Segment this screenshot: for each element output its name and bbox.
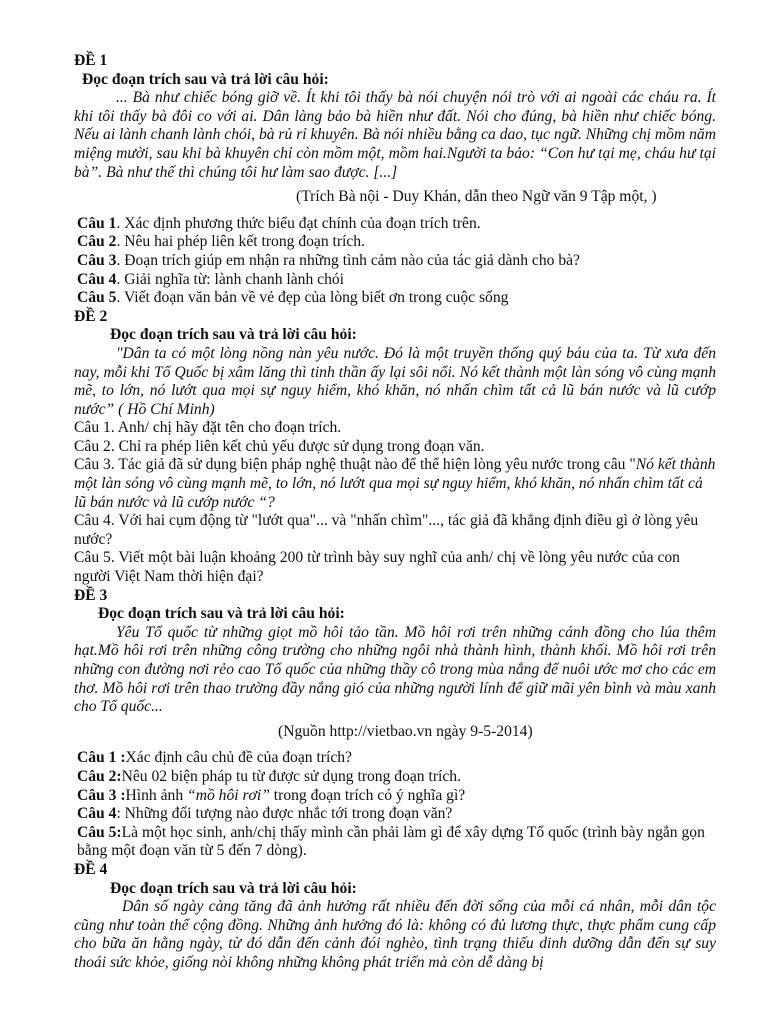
question-item: [74, 805, 716, 824]
question-item: [74, 438, 716, 457]
question-label: Câu 4.: [74, 512, 115, 530]
question-quote: Nó kết thành một làn sóng vô cùng mạnh mẽ, to lớn, nó lướt qua mọi sự nguy hiểm, khó khăn, nó nhấn chìm tất cả lũ bán nước và lũ cướp nước “?: [74, 456, 716, 511]
question-label: Câu 1.: [74, 419, 115, 437]
passage: "Dân ta có một lòng nồng nàn yêu nước. Đó là một truyền thống quý báu của ta. Từ xưa đến nay, mỗi khi Tổ Quốc bị xâm lăng thì tinh thần ấy lại sôi nổi. Nó kết thành một làn sóng vô cùng mạnh mẽ, to lớn, nó lướt qua mọi sự nguy hiểm, khó khăn, nó nhấn chìm tất cả lũ bán nước và lũ cướp nước” ( Hồ Chí Minh): [74, 344, 716, 418]
question-label: Câu 2:: [77, 767, 122, 785]
question-label: Câu 3 :: [77, 786, 126, 804]
question-list: [74, 749, 716, 861]
question-label: Câu 1: [77, 214, 117, 232]
instruction: Đọc đoạn trích sau và trả lời câu hỏi:: [82, 70, 329, 88]
question-label: Câu 3: [77, 251, 117, 269]
question-item: [74, 456, 716, 512]
exam-section-3: [74, 587, 716, 861]
question-item: [74, 289, 716, 308]
question-text-tail: trong đoạn trích có ý nghĩa gì?: [269, 786, 466, 804]
question-text: Chỉ ra phép liên kết chủ yếu được sử dụng trong đoạn văn.: [114, 437, 485, 455]
exam-section-4: [74, 861, 716, 973]
question-text: Anh/ chị hãy đặt tên cho đoạn trích.: [114, 419, 342, 437]
question-text: Xác định câu chủ đề của đoạn trích?: [125, 749, 352, 767]
question-label: Câu 2.: [74, 437, 115, 455]
question-item: [74, 549, 716, 586]
section-title: ĐỀ 4: [74, 860, 108, 878]
question-label: Câu 2: [77, 233, 117, 251]
question-label: Câu 5:: [77, 823, 122, 841]
question-text: . Đoạn trích giúp em nhận ra những tình cảm nào của tác giả dành cho bà?: [116, 251, 580, 269]
question-label: Câu 3.: [74, 456, 115, 474]
question-text: . Viết đoạn văn bản về vẻ đẹp của lòng biết ơn trong cuộc sống: [116, 289, 509, 307]
question-label: Câu 5.: [74, 549, 115, 567]
question-item: [74, 215, 716, 234]
question-item: [74, 252, 716, 271]
section-title: ĐỀ 2: [74, 307, 108, 325]
exam-section-1: [74, 52, 716, 308]
question-label: Câu 1 :: [77, 749, 126, 767]
source-citation: (Trích Bà nội - Duy Khán, dẫn theo Ngữ văn 9 Tập một, ): [296, 188, 657, 206]
instruction: Đọc đoạn trích sau và trả lời câu hỏi:: [110, 326, 357, 344]
question-text: Với hai cụm động từ "lướt qua"... và "nhấn chìm"..., tác giả đã khẳng định điều gì ở lòng yêu nước?: [74, 512, 699, 548]
question-item: [74, 768, 716, 787]
exam-section-2: [74, 308, 716, 587]
question-item: [74, 512, 716, 549]
question-text: . Giải nghĩa từ: lành chanh lành chói: [116, 270, 345, 288]
question-text: Là một học sinh, anh/chị thấy mình cần phải làm gì để xây dựng Tổ quốc (trình bày ngắn gọn bằng một đoạn văn từ 5 đến 7 dòng).: [77, 823, 705, 860]
passage: Dân số ngày càng tăng đã ảnh hưởng rất nhiều đến đời sống của mỗi cá nhân, mỗi dân tộc cũng như toàn thể cộng đồng. Những ảnh hưởng đó là: không có đủ lương thực, thực phẩm cung cấp cho bữa ăn hằng ngày, từ đó dẫn đến cảnh đói nghèo, tình trạng thiếu dinh dưỡng dẫn đến sự suy thoái sức khỏe, giống nòi không những không phát triển mà còn dễ dàng bị: [74, 898, 716, 971]
section-title: ĐỀ 3: [74, 586, 108, 604]
question-item: [74, 233, 716, 252]
question-label: Câu 5: [77, 289, 117, 307]
section-title: ĐỀ 1: [74, 52, 108, 69]
question-quote: “mồ hôi rơi”: [187, 786, 270, 804]
instruction: Đọc đoạn trích sau và trả lời câu hỏi:: [98, 605, 345, 623]
question-item: [74, 787, 716, 806]
question-item: [74, 749, 716, 768]
question-list: [74, 215, 716, 308]
question-text: Viết một bài luận khoảng 200 từ trình bày suy nghĩ của anh/ chị về lòng yêu nước của con người Việt Nam thời hiện đại?: [74, 549, 680, 586]
question-text: Tác giả đã sử dụng biện pháp nghệ thuật nào để thể hiện lòng yêu nước trong câu ": [114, 456, 636, 474]
question-item: [74, 271, 716, 290]
question-item: [74, 419, 716, 438]
passage: ... Bà như chiếc bóng giỡ về. Ít khi tôi thấy bà nói chuyện nói trò với ai ngoài các cháu ra. Ít khi tôi thấy bà đôi co với ai. Dân làng bảo bà hiền như đất. Nói cho đúng, bà hiền như chiếc bóng. Nếu ai lành chanh lành chói, bà rủ rỉ khuyên. Bà nói nhiều bằng ca dao, tục ngữ. Những chị mồm năm miệng mười, sau khi bà khuyên chỉ còn mồm một, mồm hai.Người ta bảo: “Con hư tại mẹ, cháu hư tại bà”. Bà như thế thì chúng tôi hư làm sao được. [...]: [74, 89, 716, 181]
question-text: Nêu 02 biện pháp tu từ được sử dụng trong đoạn trích.: [121, 767, 461, 785]
passage: Yêu Tổ quốc từ những giọt mồ hôi tảo tần. Mồ hôi rơi trên những cánh đồng cho lúa thêm hạt.Mồ hôi rơi trên những công trường cho những ngôi nhà thành hình, thành khối. Mồ hôi rơi trên những con đường nơi rẻo cao Tổ quốc của những thầy cô trong mùa nắng để nuôi ước mơ cho các em thơ. Mồ hôi rơi trên thao trường đầy nắng gió của những người lính để giữ mãi yên bình và màu xanh cho Tổ quốc...: [74, 623, 716, 716]
question-text: Hình ảnh: [125, 786, 188, 804]
question-text: : Những đối tượng nào được nhắc tới trong đoạn văn?: [116, 805, 453, 823]
question-label: Câu 4: [77, 270, 117, 288]
question-text: . Nêu hai phép liên kết trong đoạn trích.: [116, 233, 366, 251]
instruction: Đọc đoạn trích sau và trả lời câu hỏi:: [110, 879, 357, 897]
question-text: . Xác định phương thức biểu đạt chính của đoạn trích trên.: [116, 214, 481, 232]
question-item: [74, 824, 716, 861]
question-list: [74, 419, 716, 586]
question-label: Câu 4: [77, 805, 117, 823]
source-citation: (Nguồn http://vietbao.vn ngày 9-5-2014): [278, 722, 533, 740]
